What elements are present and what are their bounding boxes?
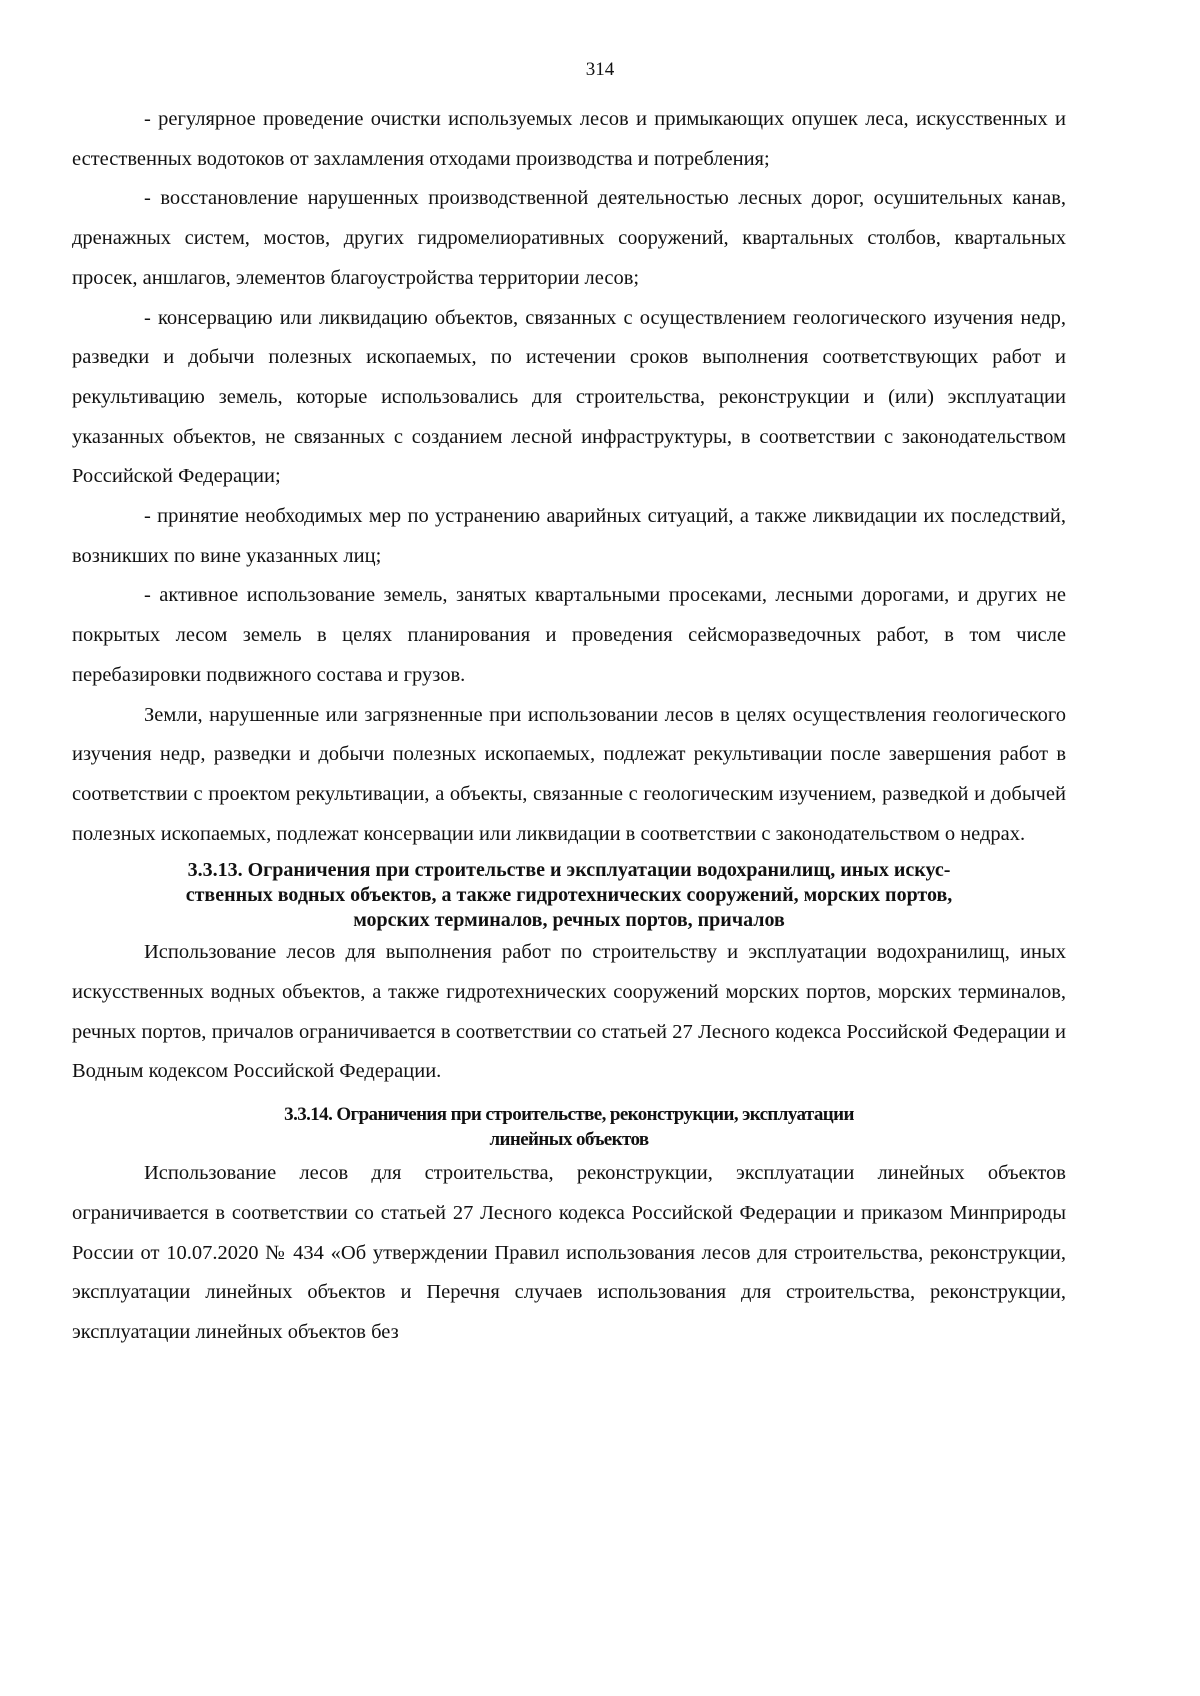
section-heading-3-3-14 xyxy=(72,1102,1066,1152)
heading-line: морских терминалов, речных портов, причалов xyxy=(353,909,785,932)
section-heading-3-3-13 xyxy=(72,858,1066,933)
paragraph-reservoirs: Использование лесов для выполнения работ по строительству и эксплуатации водохранилищ, иных искусственных водных объектов, а также гидротехнических сооружений морских портов, морских терминалов, речных портов, причалов ограничивается в соответствии со статьей 27 Лесного кодекса Российской Федерации и Водным кодексом Российской Федерации. xyxy=(72,941,1066,1083)
heading-line: 3.3.13. Ограничения при строительстве и эксплуатации водохранилищ, иных искус- xyxy=(187,859,951,882)
paragraph-emergency: - принятие необходимых мер по устранению аварийных ситуаций, а также ликвидации их последствий, возникших по вине указанных лиц; xyxy=(72,505,1066,567)
intro-section xyxy=(72,100,1066,854)
heading-line: 3.3.14. Ограничения при строительстве, реконструкции, эксплуатации xyxy=(284,1104,854,1126)
paragraph-reclamation: Земли, нарушенные или загрязненные при использовании лесов в целях осуществления геологического изучения недр, разведки и добычи полезных ископаемых, подлежат рекультивации после завершения работ в соответствии с проектом рекультивации, а объекты, связанные с геологическим изучением, разведкой и добычей полезных ископаемых, подлежат консервации или ликвидации в соответствии с законодательством о недрах. xyxy=(72,703,1066,845)
paragraph-cleanup: - регулярное проведение очистки используемых лесов и примыкающих опушек леса, искусственных и естественных водотоков от захламления отходами производства и потребления; xyxy=(72,108,1066,170)
paragraph-linear-objects: Использование лесов для строительства, реконструкции, эксплуатации линейных объектов ограничивается в соответствии со статьей 27 Лесного кодекса Российской Федерации и приказом Минприроды России от 10.07.2020 № 434 «Об утверждении Правил использования лесов для строительства, реконструкции, эксплуатации линейных объектов и Перечня случаев использования для строительства, реконструкции, эксплуатации линейных объектов без xyxy=(72,1162,1066,1343)
page-number: 314 xyxy=(585,59,615,80)
section-body-3-3-13 xyxy=(72,933,1066,1092)
paragraph-seismic: - активное использование земель, занятых квартальными просеками, лесными дорогами, и других не покрытых лесом земель в целях планирования и проведения сейсморазведочных работ, в том числе перебазировки подвижного состава и грузов. xyxy=(72,584,1066,686)
heading-line: линейных объектов xyxy=(489,1129,649,1151)
heading-line: ственных водных объектов, а также гидротехнических сооружений, морских портов, xyxy=(185,884,953,907)
paragraph-conservation: - консервацию или ликвидацию объектов, связанных с осуществлением геологического изучения недр, разведки и добычи полезных ископаемых, по истечении сроков выполнения соответствующих работ и рекультивацию земель, которые использовались для строительства, реконструкции и (или) эксплуатации указанных объектов, не связанных с созданием лесной инфраструктуры, в соответствии с законодательством Российской Федерации; xyxy=(72,306,1066,488)
section-body-3-3-14 xyxy=(72,1154,1066,1353)
paragraph-restoration: - восстановление нарушенных производственной деятельностью лесных дорог, осушительных канав, дренажных систем, мостов, других гидромелиоративных сооружений, квартальных столбов, квартальных просек, аншлагов, элементов благоустройства территории лесов; xyxy=(72,187,1066,289)
